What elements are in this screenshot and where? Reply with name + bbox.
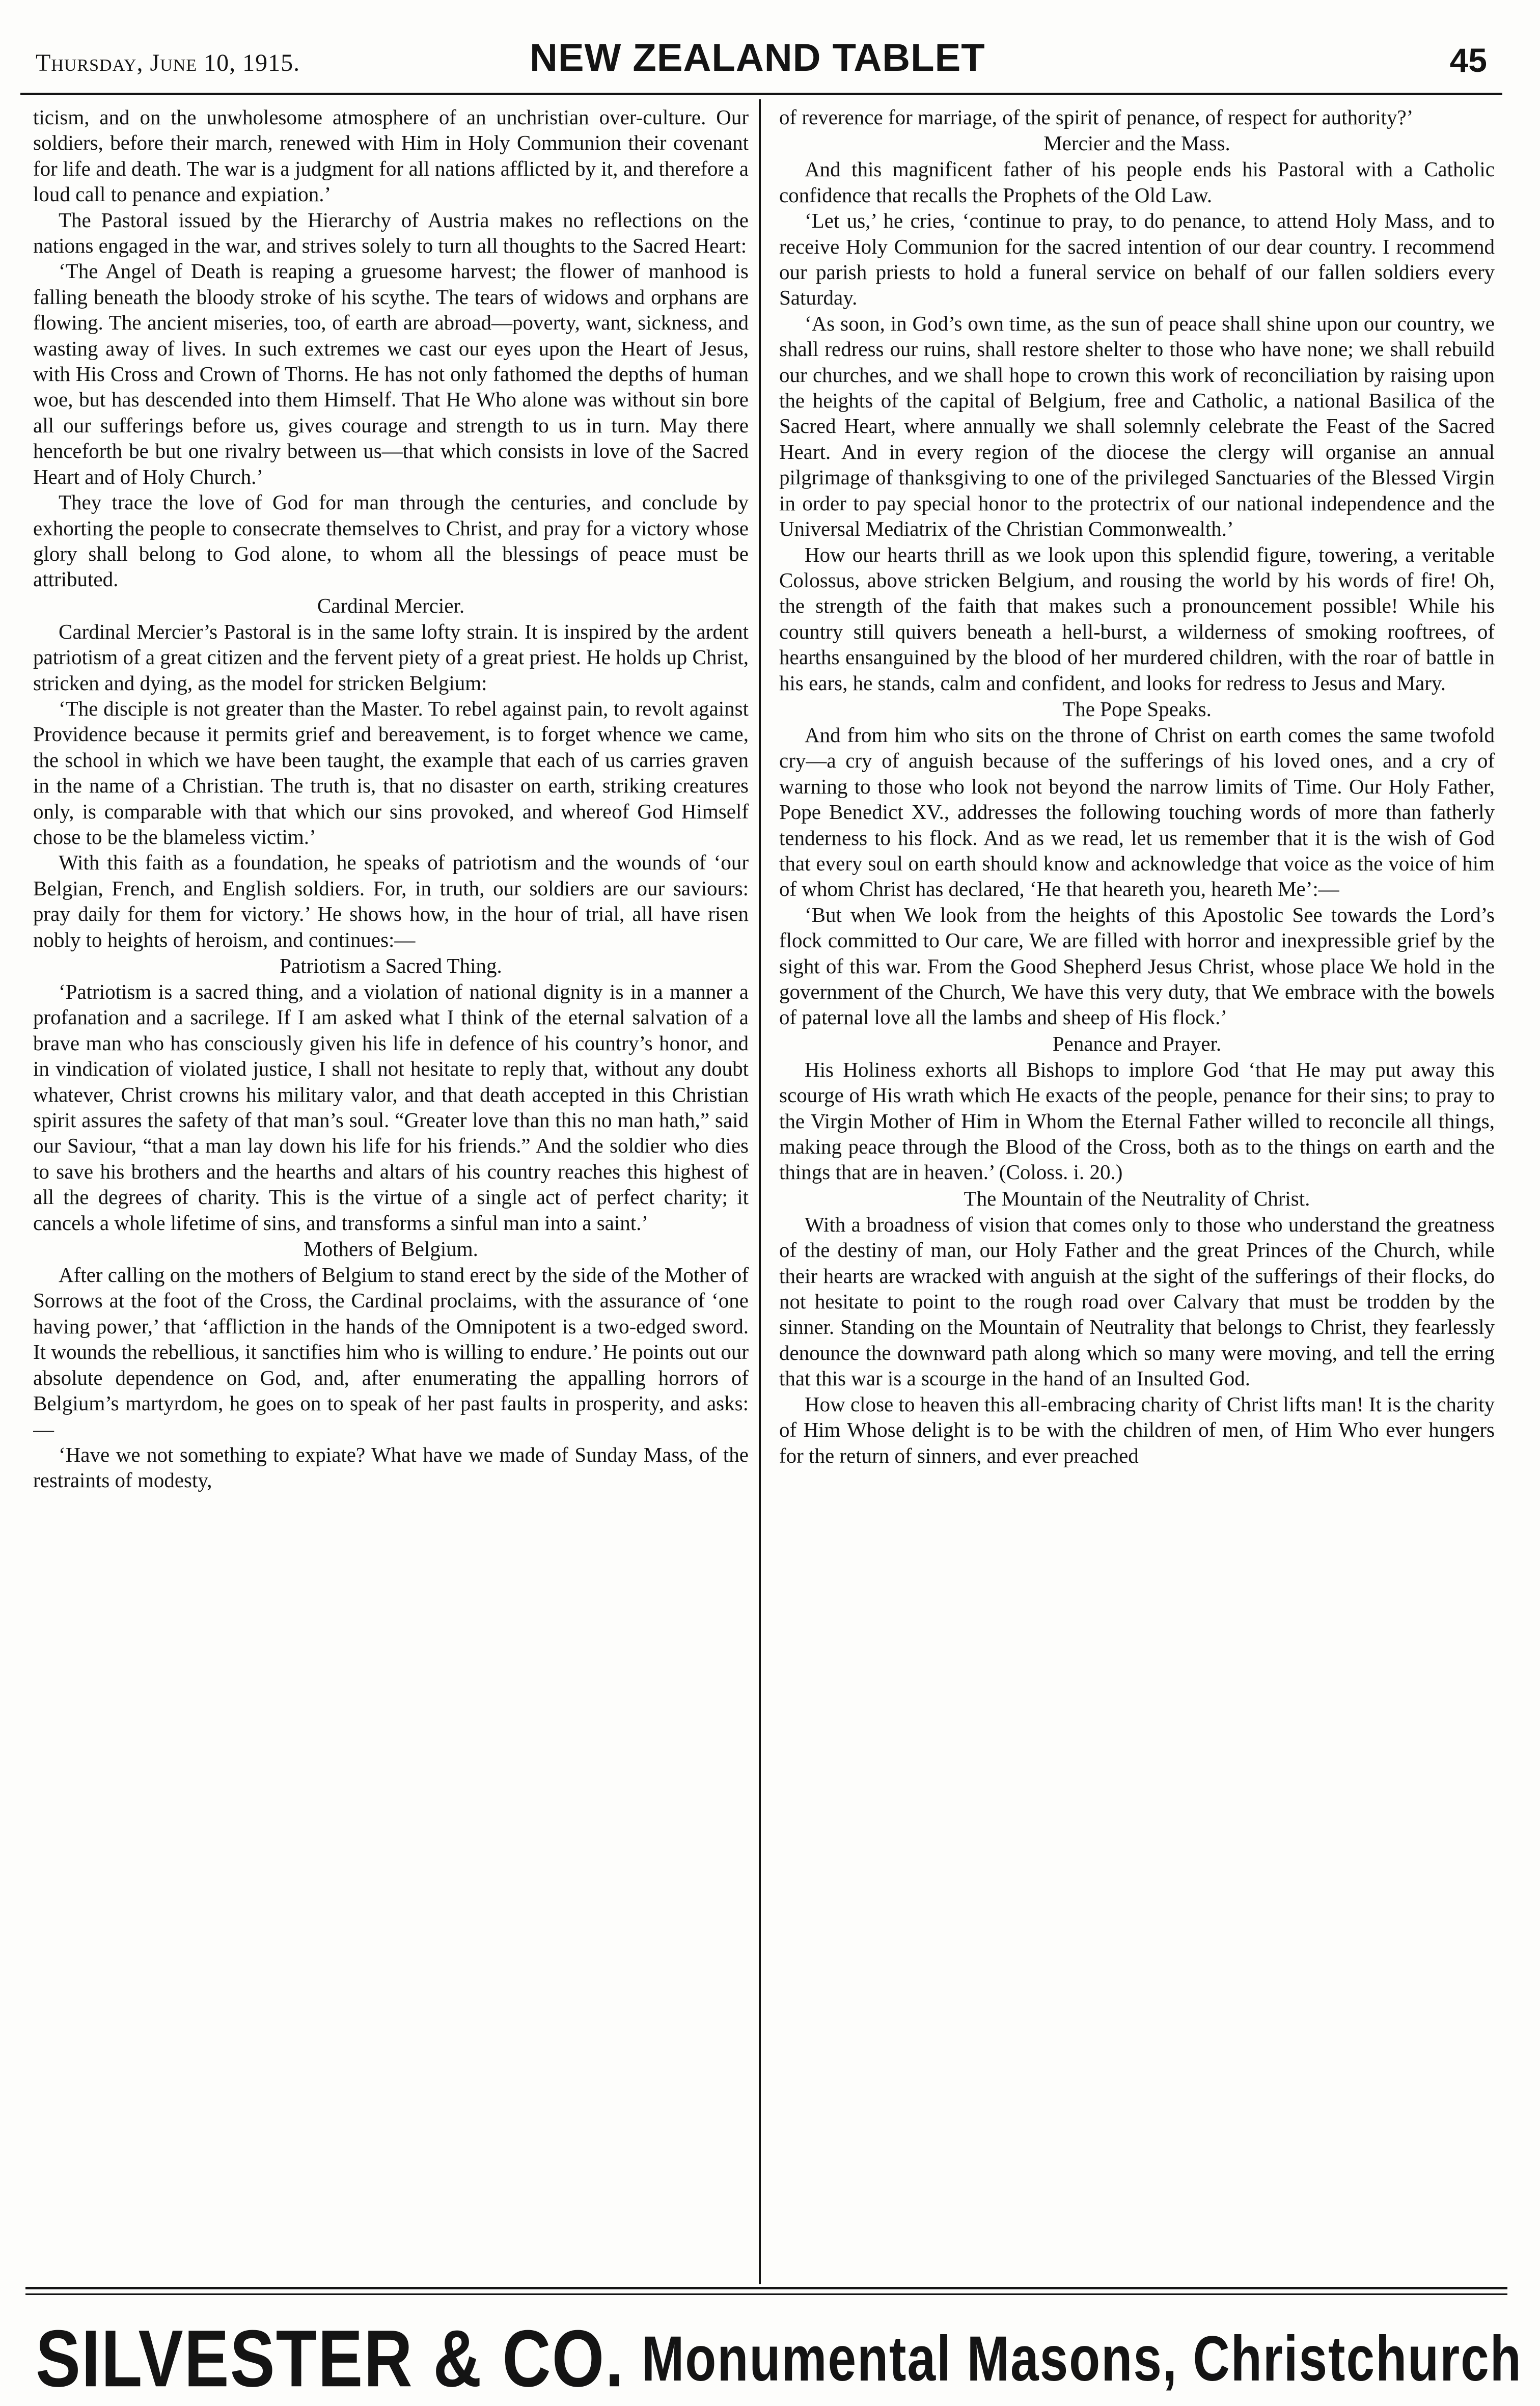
article-paragraph: After calling on the mothers of Belgium to stand erect by the side of the Mother of Sorrows at the foot of the Cross, the Cardinal proclaims, with the assurance of ‘one having power,’ that ‘affliction in the hands of the Omnipotent is a two-edged sword. It wounds the rebellious, it sanctifies him who is willing to endure.’ He points out our absolute dependence on God, and, after enumerating the appalling horrors of Belgium’s martyrdom, he goes on to speak of her past faults in prosperity, and asks:— xyxy=(33,1263,749,1441)
section-heading-the-pope-speaks: The Pope Speaks. xyxy=(1062,697,1212,721)
column-divider xyxy=(759,99,761,2284)
article-paragraph: How our hearts thrill as we look upon this splendid figure, towering, a veritable Colossus, above stricken Belgium, and rousing the world by his words of fire! Oh, the strength of the faith that makes such a pronouncement possible! While his country still quivers beneath a hell-burst, a wilderness of smoking rooftrees, of hearths ensanguined by the blood of her murdered children, with the roar of battle in his ears, he stands, calm and confident, and looks for redress to Jesus and Mary. xyxy=(779,542,1495,695)
section-heading-mothers-of-belgium: Mothers of Belgium. xyxy=(304,1237,478,1261)
left-column xyxy=(33,104,749,2274)
section-heading-mountain-of-neutrality: The Mountain of the Neutrality of Christ. xyxy=(964,1186,1310,1210)
article-paragraph: They trace the love of God for man through the centuries, and conclude by exhorting the people to consecrate themselves to Christ, and pray for a victory whose glory shall belong to God alone, to whom all the blessings of peace must be attributed. xyxy=(33,490,749,591)
article-paragraph: of reverence for marriage, of the spirit of penance, of respect for authority?’ xyxy=(779,105,1414,129)
advertiser-name: SILVESTER & CO. xyxy=(36,2313,625,2403)
header-rule xyxy=(20,93,1502,95)
issue-date: Thursday, June 10, 1915. xyxy=(36,49,300,76)
article-paragraph: And from him who sits on the throne of Christ on earth comes the same twofold cry—a cry of anguish because of the sufferings of his loved ones, and a cry of warning to those who look not beyond the narrow limits of Time. Our Holy Father, Pope Benedict XV., addresses the following touching words of more than fatherly tenderness to his flock. And as we read, let us remember that it is the wish of God that every soul on earth should know and acknowledge that voice as the voice of him of whom Christ has declared, ‘He that heareth you, heareth Me’:— xyxy=(779,723,1495,901)
page-number: 45 xyxy=(1449,41,1487,79)
article-paragraph: ‘Patriotism is a sacred thing, and a violation of national dignity is in a manner a profanation and a sacrilege. If I am asked what I think of the eternal salvation of a brave man who has consciously given his life in defence of his country’s honor, and in vindication of violated justice, I shall not hesitate to reply that, without any doubt whatever, Christ crowns his military valor, and that death accepted in this Christian spirit assures the safety of that man’s soul. “Greater love than this no man hath,” said our Saviour, “that a man lay down his life for his friends.” And the soldier who dies to save his brothers and the hearths and altars of his country reaches this highest of all the degrees of charity. This is the virtue of a single act of perfect charity; it cancels a whole lifetime of sins, and transforms a sinful man into a saint.’ xyxy=(33,980,749,1235)
article-paragraph: His Holiness exhorts all Bishops to implore God ‘that He may put away this scourge of His wrath which He exacts of the people, penance for their sins; to pray to the Virgin Mother of Him in Whom the Eternal Father willed to reconcile all things, making peace through the Blood of the Cross, both as to the things on earth and the things that are in heaven.’ (Coloss. i. 20.) xyxy=(779,1057,1495,1184)
footer-rule-bottom xyxy=(25,2293,1507,2295)
advertiser-description: Monumental Masons, Christchurch xyxy=(642,2323,1522,2395)
section-heading-penance-and-prayer: Penance and Prayer. xyxy=(1052,1031,1222,1055)
article-paragraph: ‘The Angel of Death is reaping a gruesome harvest; the flower of manhood is falling beneath the bloody stroke of his scythe. The tears of widows and orphans are flowing. The ancient miseries, too, of earth are abroad—poverty, want, sickness, and wasting away of lives. In such extremes we cast our eyes upon the Heart of Jesus, with His Cross and Crown of Thorns. He has not only fathomed the depths of human woe, but has descended into them Himself. That He Who alone was without sin bore all our sufferings before us, gives courage and strength to us in turn. May there henceforth be but one rivalry between us—that which consists in love of the Sacred Heart and of Holy Church.’ xyxy=(33,259,749,488)
article-paragraph: ‘But when We look from the heights of this Apostolic See towards the Lord’s flock committed to Our care, We are filled with horror and inexpressible grief by the sight of this war. From the Good Shepherd Jesus Christ, whose place We hold in the government of the Church, We have this very duty, that We embrace with the bowels of paternal love all the lambs and sheep of His flock.’ xyxy=(779,903,1495,1029)
advertisement-banner xyxy=(31,2312,1522,2403)
article-paragraph: How close to heaven this all-embracing charity of Christ lifts man! It is the charity of Him Whose delight is to be with the children of men, of Him Who ever hungers for the return of sinners, and ever preached xyxy=(779,1392,1495,1467)
newspaper-title: NEW ZEALAND TABLET xyxy=(530,36,985,79)
article-paragraph: ‘Have we not something to expiate? What have we made of Sunday Mass, of the restraints of modesty, xyxy=(33,1442,749,1492)
article-paragraph: With a broadness of vision that comes only to those who understand the greatness of the destiny of man, our Holy Father and the great Princes of the Church, while their hearts are wracked with anguish at the sight of the sufferings of their flocks, do not hesitate to point to the rough road over Calvary that must be trodden by the sinner. Standing on the Mountain of Neutrality that belongs to Christ, they fearlessly denounce the downward path along which so many were moving, and tell the erring that this war is a scourge in the hand of an Insulted God. xyxy=(779,1212,1495,1390)
footer-rule-top xyxy=(25,2287,1507,2289)
section-heading-mercier-and-the-mass: Mercier and the Mass. xyxy=(1043,131,1230,155)
article-paragraph: Cardinal Mercier’s Pastoral is in the same lofty strain. It is inspired by the ardent patriotism of a great citizen and the fervent piety of a great priest. He holds up Christ, stricken and dying, as the model for stricken Belgium: xyxy=(33,619,749,695)
section-heading-cardinal-mercier: Cardinal Mercier. xyxy=(317,593,465,617)
article-paragraph: And this magnificent father of his people ends his Pastoral with a Catholic confidence that recalls the Prophets of the Old Law. xyxy=(779,157,1495,207)
right-column xyxy=(779,104,1495,2274)
article-paragraph: ‘The disciple is not greater than the Master. To rebel against pain, to revolt against Providence because it permits grief and bereavement, is to forget whence we came, the school in which we have been taught, the example that each of us carries graven in the name of a Christian. The truth is, that no disaster on earth, striking creatures only, is comparable with that which our sins provoked, and whereof God Himself chose to be the blameless victim.’ xyxy=(33,696,749,849)
article-paragraph: ‘As soon, in God’s own time, as the sun of peace shall shine upon our country, we shall redress our ruins, shall restore shelter to those who have none; we shall rebuild our churches, and we shall hope to crown this work of reconciliation by raising upon the heights of the capital of Belgium, free and Catholic, a national Basilica of the Sacred Heart, where annually we shall solemnly celebrate the Feast of the Sacred Heart. And in every region of the diocese the clergy will organise an annual pilgrimage of thanksgiving to one of the privileged Sanctuaries of the Blessed Virgin in order to pay special honor to the protectrix of our national independence and the Universal Mediatrix of the Christian Commonwealth.’ xyxy=(779,311,1495,541)
article-paragraph: With this faith as a foundation, he speaks of patriotism and the wounds of ‘our Belgian, French, and English soldiers. For, in truth, our soldiers are our saviours: pray daily for them for victory.’ He shows how, in the hour of trial, all have risen nobly to heights of heroism, and continues:— xyxy=(33,851,749,951)
masthead xyxy=(20,31,1487,92)
article-paragraph: The Pastoral issued by the Hierarchy of Austria makes no reflections on the nations engaged in the war, and strives solely to turn all thoughts to the Sacred Heart: xyxy=(33,208,749,258)
article-paragraph: ‘Let us,’ he cries, ‘continue to pray, to do penance, to attend Holy Mass, and to receive Holy Communion for the sacred intention of our dear country. I recommend our parish priests to hold a funeral service on behalf of our fallen soldiers every Saturday. xyxy=(779,209,1495,310)
article-paragraph: ticism, and on the unwholesome atmosphere of an unchristian over-culture. Our soldiers, before their march, renewed with Him in Holy Communion their covenant for life and death. The war is a judgment for all nations afflicted by it, and therefore a loud call to penance and expiation.’ xyxy=(33,105,749,206)
section-heading-patriotism: Patriotism a Sacred Thing. xyxy=(280,954,502,977)
